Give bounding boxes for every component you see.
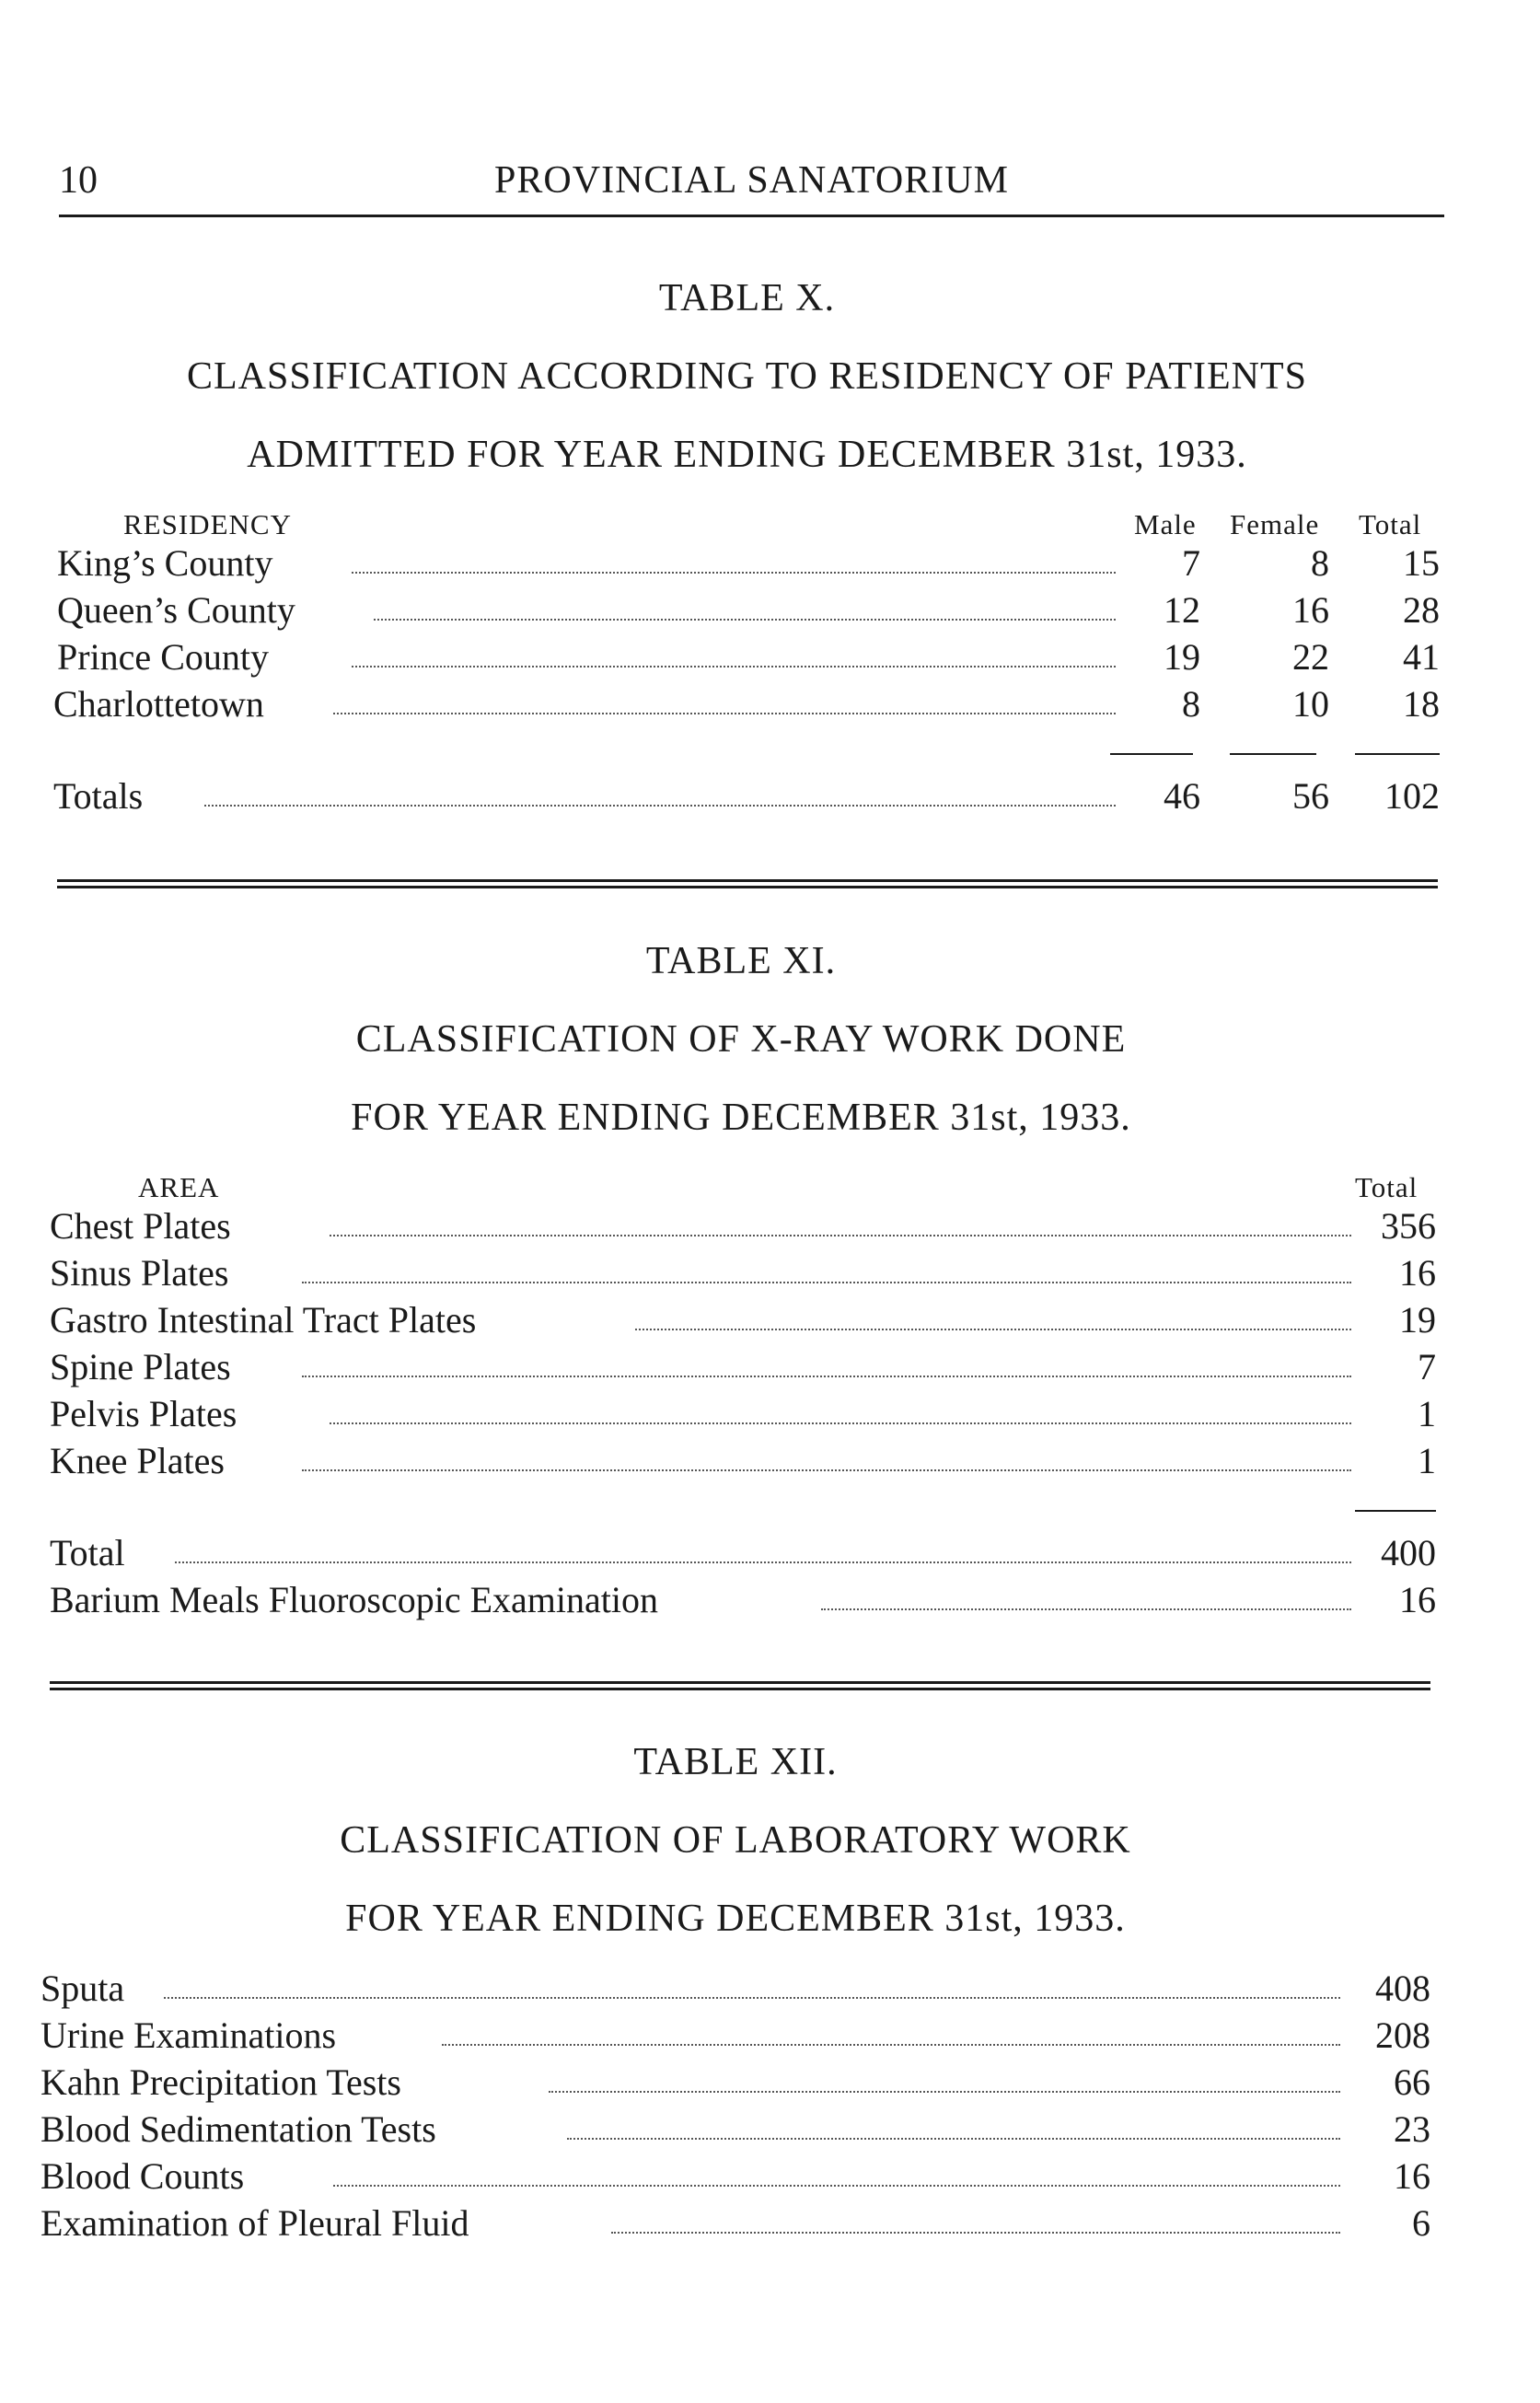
row-label: Urine Examinations — [41, 2014, 337, 2056]
column-header-male: Male — [1134, 508, 1197, 540]
table-row — [46, 1297, 1436, 1343]
table-xii — [41, 1731, 1430, 2265]
table-row — [41, 2107, 1430, 2153]
dot-leader — [302, 1469, 1351, 1471]
table-x-label: TABLE X. — [658, 277, 836, 319]
section-double-rule — [57, 879, 1438, 888]
cell-female: 8 — [1311, 542, 1329, 584]
cell-male: 46 — [1164, 775, 1200, 817]
running-title: PROVINCIAL SANATORIUM — [494, 159, 1009, 202]
dot-leader — [442, 2044, 1340, 2046]
dot-leader — [333, 2185, 1340, 2187]
table-xi-title-line1: CLASSIFICATION OF X-RAY WORK DONE — [355, 1018, 1127, 1061]
cell-total: 1 — [1418, 1393, 1436, 1434]
cell-total: 16 — [1399, 1579, 1436, 1620]
cell-total: 208 — [1375, 2014, 1430, 2056]
cell-male: 12 — [1164, 589, 1200, 631]
dot-leader — [567, 2138, 1340, 2140]
totals-row — [50, 773, 1444, 819]
cell-total: 400 — [1381, 1532, 1436, 1573]
cell-total: 41 — [1403, 636, 1440, 678]
cell-total: 16 — [1394, 2155, 1430, 2197]
dot-leader — [164, 1997, 1340, 1999]
row-label: Totals — [53, 775, 144, 817]
table-row — [41, 1966, 1430, 2012]
table-row — [50, 540, 1444, 586]
sum-rule-total — [1355, 1510, 1436, 1512]
table-xi-title-line2: FOR YEAR ENDING DECEMBER 31st, 1933. — [351, 1097, 1131, 1139]
table-row — [46, 1203, 1436, 1249]
total-row — [46, 1530, 1436, 1576]
table-xii-title-line1: CLASSIFICATION OF LABORATORY WORK — [340, 1819, 1131, 1862]
dot-leader — [352, 666, 1116, 668]
table-row — [46, 1391, 1436, 1437]
table-row — [41, 2153, 1430, 2200]
column-header-residency: RESIDENCY — [123, 508, 292, 540]
cell-total: 19 — [1399, 1299, 1436, 1341]
dot-leader — [821, 1608, 1351, 1610]
table-row — [46, 1250, 1436, 1296]
table-row — [41, 2013, 1430, 2059]
table-x-title-line2: ADMITTED FOR YEAR ENDING DECEMBER 31st, 1933. — [247, 434, 1247, 476]
dot-leader — [352, 572, 1116, 574]
dot-leader — [330, 1422, 1351, 1424]
cell-female: 10 — [1292, 683, 1329, 725]
cell-total: 18 — [1403, 683, 1440, 725]
table-x-title-line1: CLASSIFICATION ACCORDING TO RESIDENCY OF PATIENTS — [186, 355, 1307, 398]
cell-male: 8 — [1182, 683, 1200, 725]
column-header-total: Total — [1355, 1171, 1418, 1203]
dot-leader — [302, 1376, 1351, 1377]
cell-total: 1 — [1418, 1440, 1436, 1481]
table-x — [50, 267, 1444, 838]
section-double-rule — [50, 1681, 1430, 1690]
row-label: Knee Plates — [50, 1440, 225, 1481]
running-head — [59, 158, 1444, 215]
row-label: Sputa — [41, 1968, 125, 2009]
row-label: Sinus Plates — [50, 1252, 229, 1294]
row-label: Spine Plates — [50, 1346, 231, 1387]
cell-total: 16 — [1399, 1252, 1436, 1294]
row-label: Blood Counts — [41, 2155, 245, 2197]
dot-leader — [549, 2091, 1340, 2093]
cell-total: 15 — [1403, 542, 1440, 584]
row-label: Charlottetown — [53, 683, 264, 725]
table-xii-title-line2: FOR YEAR ENDING DECEMBER 31st, 1933. — [345, 1898, 1126, 1940]
cell-total: 356 — [1381, 1205, 1436, 1247]
cell-total: 102 — [1384, 775, 1440, 817]
table-xi-label: TABLE XI. — [645, 940, 837, 982]
row-label: Prince County — [57, 636, 269, 678]
dot-leader — [333, 713, 1116, 714]
cell-male: 7 — [1182, 542, 1200, 584]
dot-leader — [175, 1561, 1351, 1563]
sum-rule-male — [1110, 753, 1193, 755]
cell-total: 66 — [1394, 2061, 1430, 2103]
table-row — [46, 1344, 1436, 1390]
table-row — [46, 1577, 1436, 1623]
cell-female: 16 — [1292, 589, 1329, 631]
row-label: King’s County — [57, 542, 273, 584]
dot-leader — [611, 2232, 1340, 2234]
table-row — [50, 681, 1444, 727]
cell-total: 23 — [1394, 2108, 1430, 2150]
row-label: Pelvis Plates — [50, 1393, 237, 1434]
cell-female: 56 — [1292, 775, 1329, 817]
cell-total: 28 — [1403, 589, 1440, 631]
page-number: 10 — [59, 159, 98, 202]
table-row — [46, 1438, 1436, 1484]
dot-leader — [635, 1329, 1351, 1330]
header-rule — [59, 215, 1444, 217]
sum-rule-total — [1355, 753, 1440, 755]
cell-total: 408 — [1375, 1968, 1430, 2009]
cell-total: 7 — [1418, 1346, 1436, 1387]
dot-leader — [204, 805, 1116, 807]
column-header-female: Female — [1230, 508, 1320, 540]
dot-leader — [330, 1235, 1351, 1236]
cell-male: 19 — [1164, 636, 1200, 678]
cell-total: 6 — [1412, 2202, 1430, 2244]
sum-rule-female — [1230, 753, 1316, 755]
column-header-area: AREA — [138, 1171, 220, 1203]
row-label: Blood Sedimentation Tests — [41, 2108, 436, 2150]
dot-leader — [374, 619, 1116, 621]
row-label: Queen’s County — [57, 589, 295, 631]
row-label: Total — [50, 1532, 125, 1573]
table-row — [41, 2060, 1430, 2106]
table-row — [50, 634, 1444, 680]
table-xii-label: TABLE XII. — [633, 1741, 838, 1783]
row-label: Examination of Pleural Fluid — [41, 2202, 469, 2244]
table-xi — [46, 930, 1436, 1648]
row-label: Gastro Intestinal Tract Plates — [50, 1299, 477, 1341]
column-header-total: Total — [1359, 508, 1422, 540]
row-label: Kahn Precipitation Tests — [41, 2061, 401, 2103]
row-label: Chest Plates — [50, 1205, 231, 1247]
table-row — [41, 2200, 1430, 2246]
row-label: Barium Meals Fluoroscopic Examination — [50, 1579, 658, 1620]
table-row — [50, 587, 1444, 633]
dot-leader — [302, 1282, 1351, 1283]
cell-female: 22 — [1292, 636, 1329, 678]
